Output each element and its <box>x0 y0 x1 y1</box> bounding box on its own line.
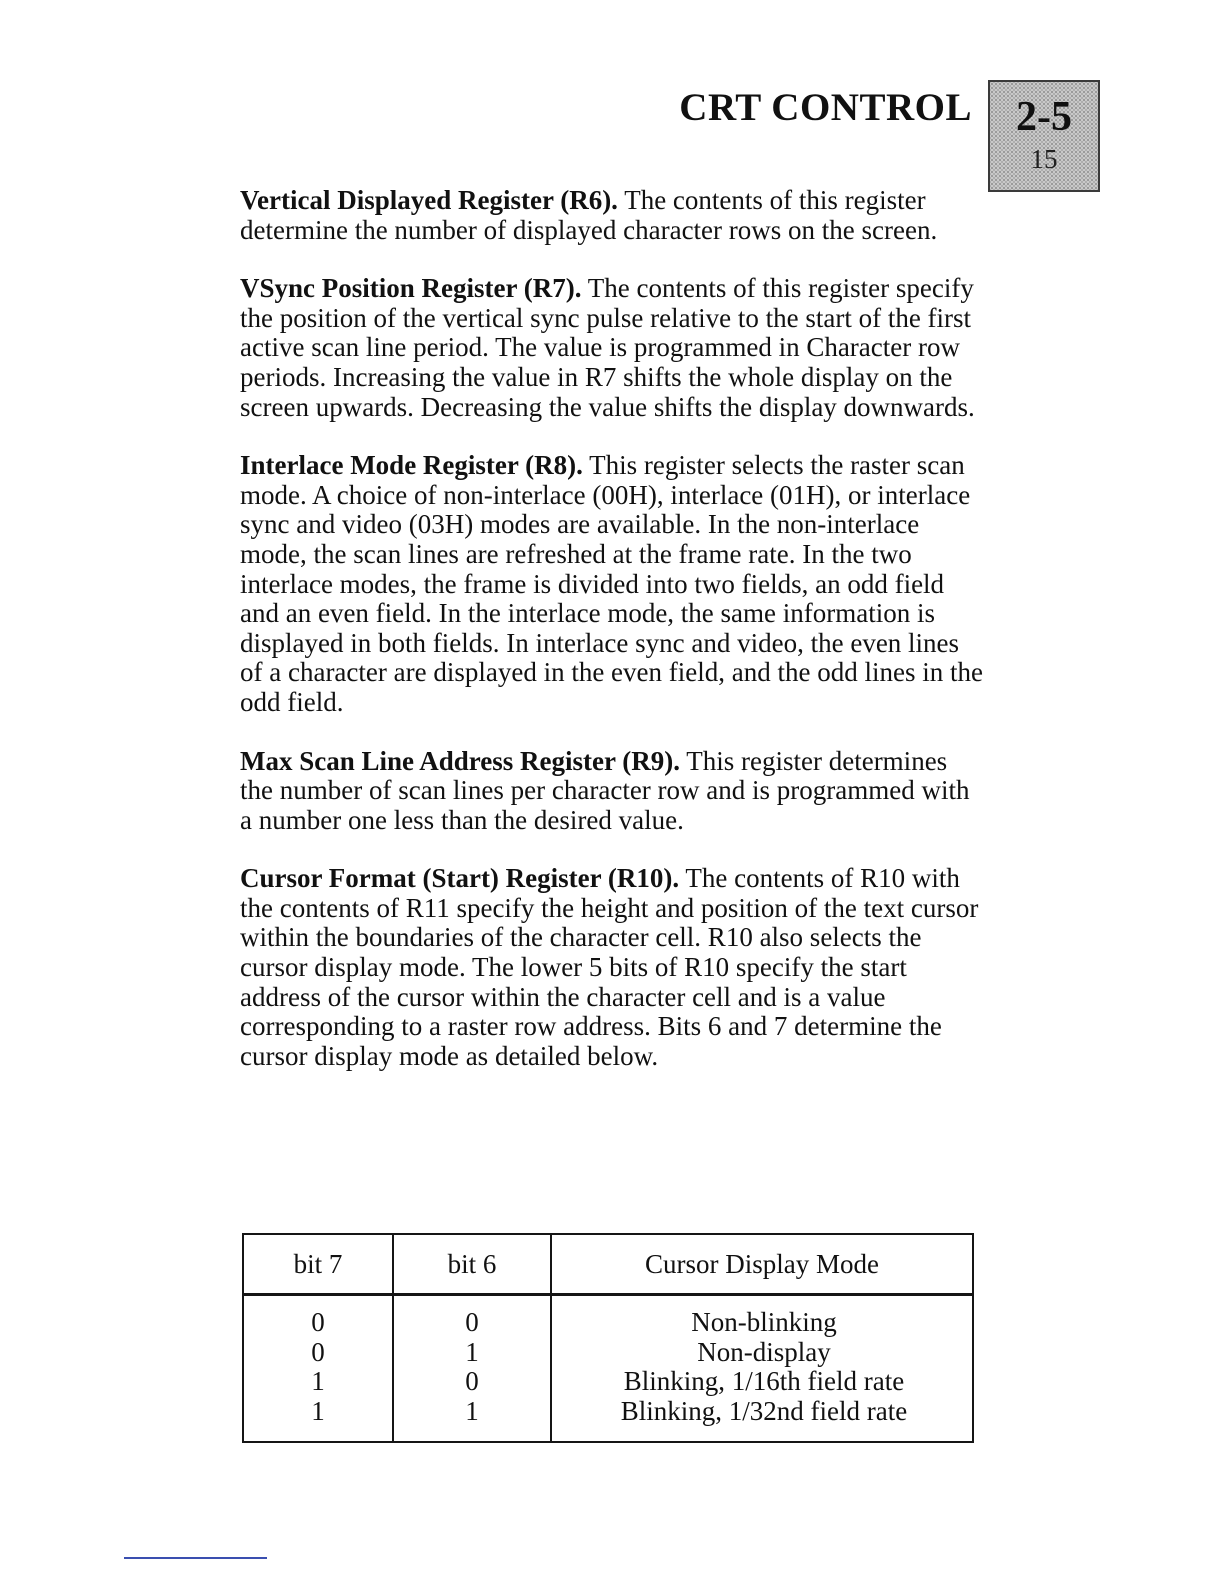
paragraph-heading: Cursor Format (Start) Register (R10). <box>240 863 680 894</box>
mode-cell: Non-display <box>551 1338 973 1368</box>
paragraph-text: This register determines the number of scan lines per character row and is programmed with a number one less than the desired value. <box>240 745 970 835</box>
table-row <box>243 1295 973 1338</box>
page-number: 15 <box>1030 144 1058 174</box>
cursor-mode-table <box>242 1233 974 1443</box>
header-bit6: bit 6 <box>393 1234 551 1295</box>
bit7-cell: 0 <box>243 1295 393 1338</box>
bit7-cell: 1 <box>243 1367 393 1397</box>
mode-cell: Blinking, 1/32nd field rate <box>551 1397 973 1442</box>
section-tab <box>988 80 1100 192</box>
paragraph-heading: Vertical Displayed Register (R6). <box>240 185 618 215</box>
paragraph-r6 <box>240 186 985 245</box>
mode-cell: Blinking, 1/16th field rate <box>551 1367 973 1397</box>
paragraph-r9 <box>240 747 985 836</box>
bit6-cell: 1 <box>393 1397 551 1442</box>
paragraph-text: The contents of this register determine the number of displayed character rows on the screen. <box>240 185 938 245</box>
paragraph-r10 <box>240 864 985 1071</box>
paragraph-text: The contents of R10 with the contents of R11 specify the height and position of the text cursor within the boundaries of the character cell. R10 also selects the cursor display mode. The lower 5 bits of R10 specify the start address of the cursor within the character cell and is a value corresponding to a raster row address. Bits 6 and 7 determine the cursor display mode as detailed below. <box>240 863 979 1071</box>
body-text <box>240 186 985 1100</box>
footer-divider <box>124 1557 267 1559</box>
table-row <box>243 1367 973 1397</box>
paragraph-r7 <box>240 274 985 422</box>
paragraph-heading: Interlace Mode Register (R8). <box>240 450 583 481</box>
paragraph-heading: VSync Position Register (R7). <box>240 273 582 304</box>
page-title: CRT CONTROL <box>679 86 972 129</box>
bit7-cell: 0 <box>243 1338 393 1368</box>
bit6-cell: 0 <box>393 1295 551 1338</box>
header-cursor-display-mode: Cursor Display Mode <box>551 1234 973 1295</box>
bit6-cell: 1 <box>393 1338 551 1368</box>
table-header-row <box>243 1234 973 1295</box>
paragraph-heading: Max Scan Line Address Register (R9). <box>240 745 680 776</box>
header-bit7: bit 7 <box>243 1234 393 1295</box>
paragraph-text: The contents of this register specify the position of the vertical sync pulse relative to the start of the first active scan line period. The value is programmed in Character row periods. Increasing the value in R7 shifts the whole display on the screen upwards. Decreasing the value shifts the display downwards. <box>240 273 975 422</box>
paragraph-text: This register selects the raster scan mode. A choice of non-interlace (00H), interlace (01H), or interlace sync and video (03H) modes are available. In the non-interlace mode, the scan lines are refreshed at the frame rate. In the two interlace modes, the frame is divided into two fields, an odd field and an even field. In the interlace mode, the same information is displayed in both fields. In interlace sync and video, the even lines of a character are displayed in the even field, and the odd lines in the odd field. <box>240 450 983 717</box>
section-number: 2-5 <box>1016 94 1072 140</box>
paragraph-r8 <box>240 451 985 717</box>
bit6-cell: 0 <box>393 1367 551 1397</box>
table-row <box>243 1397 973 1442</box>
bit7-cell: 1 <box>243 1397 393 1442</box>
table-row <box>243 1338 973 1368</box>
mode-cell: Non-blinking <box>551 1295 973 1338</box>
